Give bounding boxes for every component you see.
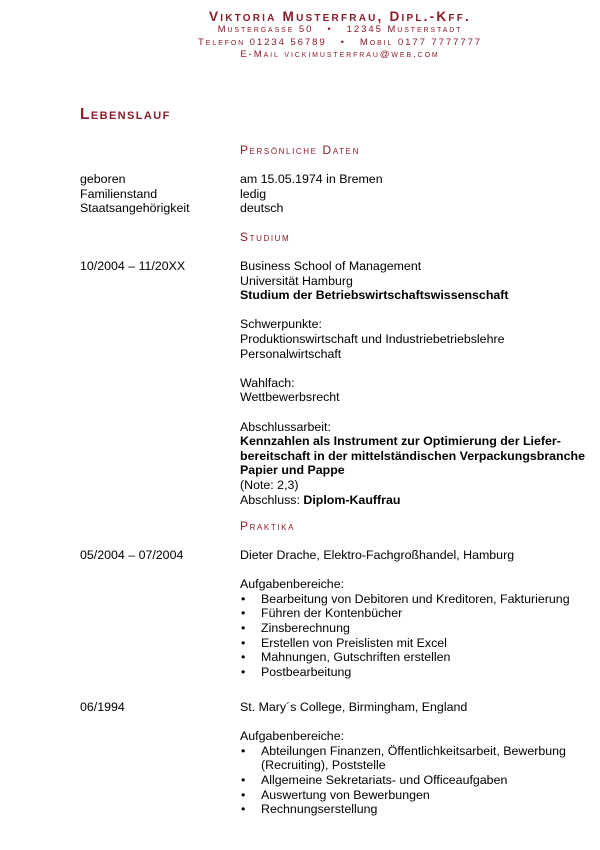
degree-value: Diplom-Kauffrau [303,492,401,507]
university-name: Universität Hamburg [240,273,353,288]
internship-company: St. Mary´s College, Birmingham, England [240,700,468,714]
label-born: geboren [80,172,126,186]
personal-values [240,172,600,216]
internship-period: 05/2004 – 07/2004 [80,548,184,562]
separator: • [340,36,346,48]
section-heading-internships: Praktika [240,519,296,533]
list-item: • Auswertung von Bewerbungen [240,788,580,803]
list-item: • Mahnungen, Gutschriften erstellen [240,650,600,665]
task-list [240,744,580,817]
internship-company: Dieter Drache, Elektro-Fachgroßhandel, Hamburg [240,548,515,562]
thesis-title-line: bereitschaft in der mittelständischen Verpackungsbranche [240,448,585,463]
page-title: Lebenslauf [80,106,171,123]
email: E-Mail vickimusterfrau@web.com [240,49,440,60]
separator: • [327,24,333,35]
personal-labels [80,172,190,216]
mobile: Mobil 0177 7777777 [359,36,483,48]
focus-item: Personalwirtschaft [240,346,342,361]
street: Mustergasse 50 [217,24,314,35]
phone-line [0,37,600,50]
studies-period: 10/2004 – 11/20XX [80,259,186,273]
degree-line [240,493,600,508]
thesis-title-line: Kennzahlen als Instrument zur Optimierung der Liefer- [240,434,561,449]
tasks-label: Aufgabenbereiche: [240,577,345,592]
internship-period: 06/1994 [80,700,125,714]
phone: Telefon 01234 56789 [197,36,327,48]
section-heading-personal: Persönliche Daten [240,143,360,157]
list-item: • Bearbeitung von Debitoren und Kreditoren, Fakturierung [240,592,600,607]
letterhead [0,9,600,62]
thesis-label: Abschlussarbeit: [240,419,331,434]
list-item: • Allgemeine Sekretariats- und Officeaufgaben [240,773,580,788]
studies-details [240,259,600,507]
tasks-label: Aufgabenbereiche: [240,729,345,744]
value-born: am 15.05.1974 in Bremen [240,172,383,186]
applicant-name: Viktoria Musterfrau, Dipl.-Kff. [208,9,471,24]
label-marital-status: Familienstand [80,186,158,201]
section-heading-studies: Studium [240,230,291,244]
city: 12345 Musterstadt [346,24,463,35]
elective-value: Wettbewerbsrecht [240,390,340,405]
value-nationality: deutsch [240,201,284,216]
degree-label: Abschluss: [240,492,300,507]
internship-details [240,700,580,817]
course-name: Studium der Betriebswirtschaftswissenschaft [240,288,509,303]
value-marital-status: ledig [240,186,267,201]
internship-details [240,548,600,679]
thesis-title-line: Papier und Pappe [240,463,345,478]
thesis-grade: (Note: 2,3) [240,477,299,492]
list-item: • Postbearbeitung [240,665,600,680]
list-item: • Erstellen von Preislisten mit Excel [240,636,600,651]
address-line [0,24,600,37]
focus-item: Produktionswirtschaft und Industriebetriebslehre [240,331,505,346]
focus-label: Schwerpunkte: [240,317,322,332]
task-list [240,592,600,680]
list-item: • Rechnungserstellung [240,802,580,817]
email-line [0,49,600,62]
list-item: • Abteilungen Finanzen, Öffentlichkeitsarbeit, Bewerbung (Recruiting), Poststelle [240,744,580,773]
school-name: Business School of Management [240,259,422,273]
list-item: • Führen der Kontenbücher [240,606,600,621]
label-nationality: Staatsangehörigkeit [80,201,190,216]
elective-label: Wahlfach: [240,375,295,390]
list-item: • Zinsberechnung [240,621,600,636]
